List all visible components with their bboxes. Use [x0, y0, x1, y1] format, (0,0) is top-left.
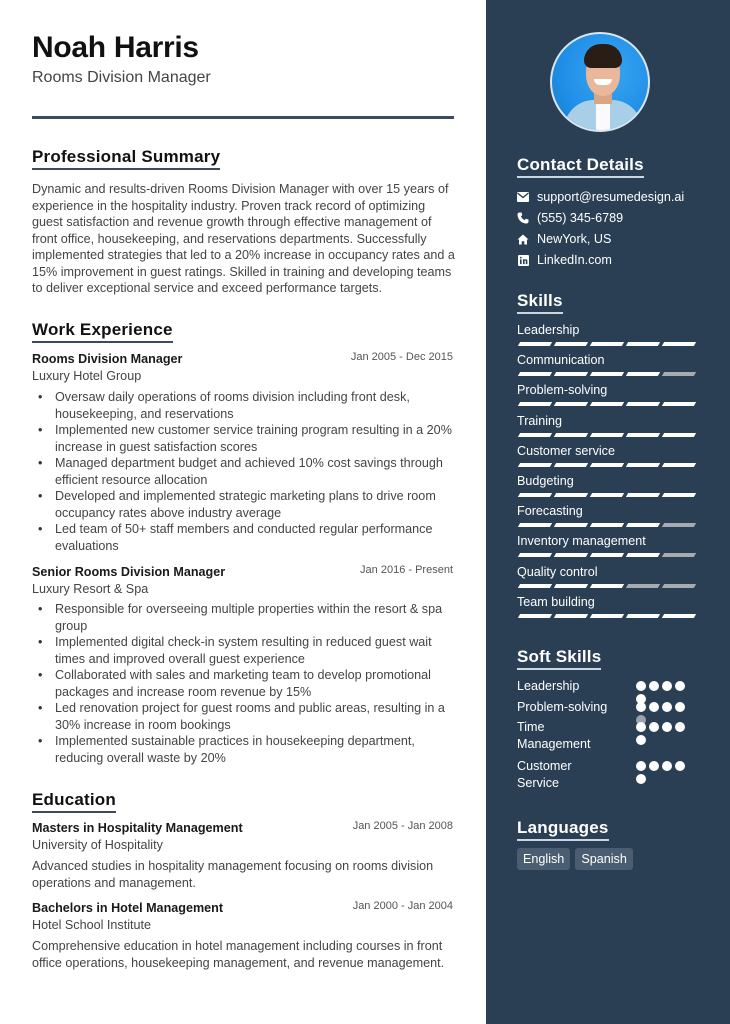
skill-level-meter: [519, 614, 695, 618]
email-text: support@resumedesign.ai: [537, 190, 685, 204]
skill-item: [517, 533, 702, 549]
job-dates: Jan 2005 - Dec 2015: [350, 351, 453, 363]
skill-label: Budgeting: [517, 474, 574, 488]
skill-level-segment: [626, 402, 660, 406]
skill-level-segment: [626, 584, 660, 588]
skill-level-segment: [626, 342, 660, 346]
contact-heading: Contact Details: [517, 155, 644, 178]
languages-heading: Languages: [517, 818, 609, 841]
rating-dot: [636, 761, 646, 771]
degree-dates: Jan 2005 - Jan 2008: [352, 820, 453, 832]
skill-item: [517, 352, 702, 368]
rating-dot: [649, 681, 659, 691]
skill-level-segment: [554, 372, 588, 376]
skill-level-meter: [519, 342, 695, 346]
candidate-role: Rooms Division Manager: [32, 69, 211, 86]
job-bullet: • Developed and implemented strategic marketing plans to drive room occupancy rates above industry average: [32, 488, 457, 521]
skill-item: [517, 413, 702, 429]
skill-level-meter: [519, 402, 695, 406]
skill-level-segment: [518, 433, 552, 437]
skill-level-segment: [518, 463, 552, 467]
skill-item: [517, 473, 702, 489]
soft-skill-label: Problem-solving: [517, 700, 608, 714]
skill-level-segment: [626, 493, 660, 497]
photo-hair: [584, 44, 622, 68]
skill-level-segment: [554, 553, 588, 557]
job-bullet: • Led renovation project for guest rooms and public areas, resulting in a 30% increase in room bookings: [32, 700, 457, 733]
skill-level-segment: [590, 584, 624, 588]
skill-level-segment: [626, 523, 660, 527]
rating-dot: [649, 702, 659, 712]
contact-phone[interactable]: [517, 209, 623, 227]
soft-skill-label: Leadership: [517, 679, 580, 693]
skill-level-segment: [626, 463, 660, 467]
rating-dot: [649, 761, 659, 771]
skill-level-segment: [590, 342, 624, 346]
job-bullet: • Implemented new customer service training program resulting in a 20% increase in guest satisfaction scores: [32, 422, 457, 455]
skill-label: Forecasting: [517, 504, 583, 519]
skill-label: Customer service: [517, 443, 615, 458]
summary-text: Dynamic and results-driven Rooms Division Manager with over 15 years of experience in the hospitality industry. Proven track record of optimizing guest satisfaction and revenue growth through effective management of front office, housekeeping, and reservations departments. Successfully implemented strategies that led to a 20% increase in occupancy rates and a 15% improvement in guest ratings. Skilled in training and developing teams to deliver exceptional service and exceed performance targets.: [32, 182, 455, 295]
job-company: Luxury Resort & Spa: [32, 582, 149, 596]
skill-level-meter: [519, 433, 695, 437]
skill-label: Team building: [517, 594, 595, 609]
rating-dot: [636, 774, 646, 784]
soft-skill-rating: [636, 761, 688, 784]
job-bullet: • Collaborated with sales and marketing team to develop promotional packages and increase room revenue by 15%: [32, 667, 457, 700]
skill-level-segment: [662, 463, 696, 467]
skill-level-segment: [662, 402, 696, 406]
skill-level-segment: [590, 463, 624, 467]
skill-level-segment: [590, 433, 624, 437]
rating-dot: [636, 722, 646, 732]
skill-level-segment: [662, 553, 696, 557]
skill-level-segment: [590, 493, 624, 497]
skill-label: Communication: [517, 353, 605, 368]
skill-level-segment: [662, 614, 696, 618]
skill-level-segment: [626, 553, 660, 557]
skill-level-segment: [518, 402, 552, 406]
skill-level-meter: [519, 493, 695, 497]
rating-dot: [675, 722, 685, 732]
job-company: Luxury Hotel Group: [32, 369, 142, 383]
skill-level-segment: [554, 463, 588, 467]
skill-level-segment: [590, 614, 624, 618]
job-bullet: • Managed department budget and achieved 10% cost savings through efficient resource allocation: [32, 455, 457, 488]
profile-photo: [550, 32, 650, 132]
degree-dates: Jan 2000 - Jan 2004: [352, 900, 453, 912]
skill-level-segment: [554, 402, 588, 406]
soft-skills-heading: Soft Skills: [517, 647, 601, 670]
degree-school: Hotel School Institute: [32, 918, 152, 932]
header-divider: [32, 116, 454, 119]
photo-tee: [596, 102, 610, 132]
contact-email[interactable]: [517, 188, 684, 206]
contact-location: [517, 230, 611, 248]
rating-dot: [662, 681, 672, 691]
job-dates: Jan 2016 - Present: [360, 564, 453, 576]
skill-level-meter: [519, 523, 695, 527]
summary-heading: Professional Summary: [32, 147, 220, 170]
skill-level-segment: [518, 372, 552, 376]
skill-label: Leadership: [517, 323, 580, 337]
degree-title: Masters in Hospitality Management: [32, 821, 243, 835]
language-chip: English: [517, 848, 570, 870]
skill-level-segment: [554, 584, 588, 588]
skill-label: Quality control: [517, 564, 598, 579]
job-bullets: [32, 601, 457, 766]
rating-dot: [662, 761, 672, 771]
skill-label: Training: [517, 413, 563, 428]
rating-dot: [649, 722, 659, 732]
phone-icon: [517, 212, 529, 224]
skill-label: Problem-solving: [517, 383, 608, 398]
skill-item: [517, 594, 702, 610]
skill-level-segment: [518, 493, 552, 497]
skill-level-segment: [554, 342, 588, 346]
home-icon: [517, 233, 529, 245]
rating-dot: [636, 681, 646, 691]
skill-level-segment: [518, 584, 552, 588]
skill-level-segment: [662, 493, 696, 497]
skill-level-segment: [590, 553, 624, 557]
job-bullet: • Oversaw daily operations of rooms division including front desk, housekeeping, and reservations: [32, 389, 457, 422]
job-title: Rooms Division Manager: [32, 352, 183, 366]
skill-item: [517, 564, 702, 580]
skill-level-segment: [662, 372, 696, 376]
envelope-icon: [517, 191, 529, 203]
skill-level-segment: [590, 523, 624, 527]
job-title: Senior Rooms Division Manager: [32, 565, 226, 579]
rating-dot: [675, 681, 685, 691]
skill-item: [517, 443, 702, 459]
skill-level-segment: [590, 372, 624, 376]
soft-skill-label: Customer Service: [517, 759, 572, 790]
rating-dot: [636, 702, 646, 712]
language-chip: Spanish: [575, 848, 633, 870]
education-heading: Education: [32, 790, 116, 813]
soft-skill-rating: [636, 722, 688, 745]
skill-level-segment: [554, 493, 588, 497]
skill-level-segment: [554, 523, 588, 527]
linkedin-icon: [517, 254, 529, 266]
degree-school: University of Hospitality: [32, 838, 163, 852]
job-bullets: [32, 389, 457, 554]
skill-level-segment: [626, 372, 660, 376]
skill-level-segment: [662, 523, 696, 527]
job-bullet: • Led team of 50+ staff members and conducted regular performance evaluations: [32, 521, 457, 554]
experience-heading: Work Experience: [32, 320, 173, 343]
job-bullet: • Implemented sustainable practices in housekeeping department, reducing overall waste by 20%: [32, 733, 457, 766]
skill-level-segment: [518, 614, 552, 618]
location-text: NewYork, US: [537, 232, 612, 246]
skill-item: [517, 503, 702, 519]
skill-level-segment: [518, 342, 552, 346]
soft-skill-label: Time Management: [517, 720, 591, 751]
rating-dot: [675, 761, 685, 771]
rating-dot: [662, 702, 672, 712]
job-bullet: • Implemented digital check-in system resulting in reduced guest wait times and improved overall guest experience: [32, 634, 457, 667]
skill-level-segment: [554, 614, 588, 618]
skill-level-segment: [662, 342, 696, 346]
languages-list: [517, 848, 633, 870]
candidate-name: Noah Harris: [32, 31, 199, 64]
skill-level-meter: [519, 553, 695, 557]
skill-level-segment: [518, 553, 552, 557]
skill-level-segment: [626, 614, 660, 618]
skill-level-segment: [662, 584, 696, 588]
skill-level-meter: [519, 584, 695, 588]
skill-level-segment: [518, 523, 552, 527]
skill-item: [517, 382, 702, 398]
rating-dot: [636, 735, 646, 745]
rating-dot: [662, 722, 672, 732]
skill-level-segment: [554, 433, 588, 437]
skills-heading: Skills: [517, 291, 563, 314]
skill-level-meter: [519, 372, 695, 376]
skill-level-segment: [626, 433, 660, 437]
degree-description: Advanced studies in hospitality management focusing on rooms division operations and management.: [32, 859, 434, 890]
skill-level-meter: [519, 463, 695, 467]
rating-dot: [675, 702, 685, 712]
skill-level-segment: [662, 433, 696, 437]
skill-level-segment: [590, 402, 624, 406]
soft-skill-rating: [636, 681, 688, 704]
contact-linkedin[interactable]: [517, 251, 612, 269]
degree-description: Comprehensive education in hotel management including courses in front office operations, housekeeping management, and revenue management.: [32, 939, 445, 970]
skill-label: Inventory management: [517, 534, 646, 549]
degree-title: Bachelors in Hotel Management: [32, 901, 224, 915]
skill-item: [517, 322, 702, 338]
linkedin-text: LinkedIn.com: [537, 253, 612, 267]
phone-text: (555) 345-6789: [537, 211, 624, 225]
job-bullet: • Responsible for overseeing multiple properties within the resort & spa group: [32, 601, 457, 634]
